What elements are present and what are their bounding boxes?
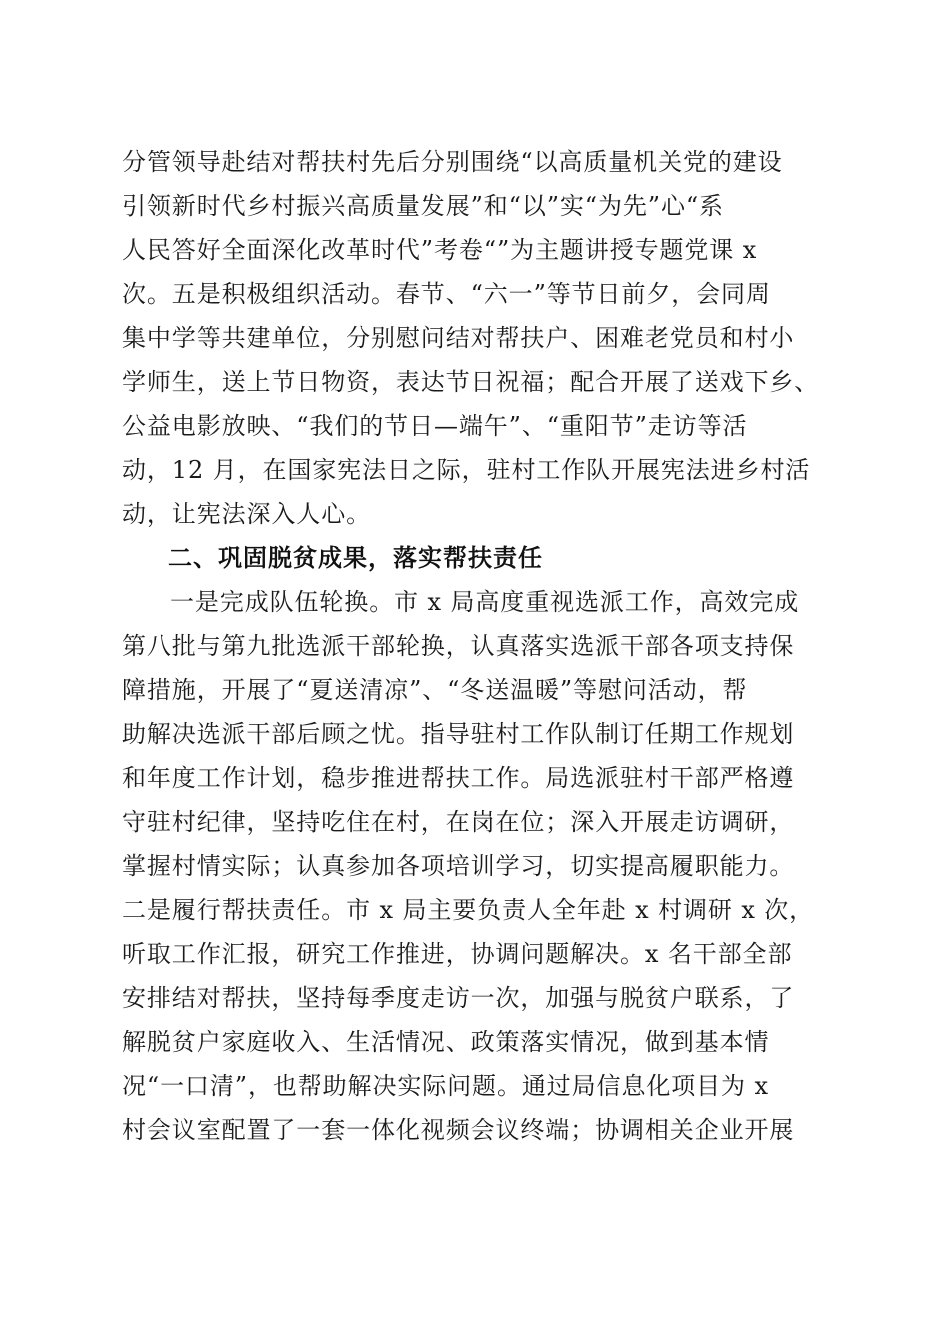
- paragraph-2-line-3: 障措施，开展了“夏送清凉”、“冬送温暖”等慰问活动，帮: [122, 676, 748, 704]
- paragraph-2-line-12: 况“一口清”，也帮助解决实际问题。通过局信息化项目为 x: [122, 1072, 769, 1100]
- paragraph-2-line-9: 听取工作汇报，研究工作推进，协调问题解决。x 名干部全部: [122, 940, 793, 968]
- paragraph-2-line-10: 安排结对帮扶，坚持每季度走访一次，加强与脱贫户联系，了: [122, 984, 795, 1012]
- paragraph-2-line-4: 助解决选派干部后顾之忧。指导驻村工作队制订任期工作规划: [122, 720, 795, 748]
- paragraph-1-line-5: 集中学等共建单位，分别慰问结对帮扶户、困难老党员和村小: [122, 324, 795, 352]
- paragraph-1-line-8: 动，12 月，在国家宪法日之际，驻村工作队开展宪法进乡村活: [122, 456, 811, 484]
- paragraph-1-line-3: 人民答好全面深化改革时代”考卷“”为主题讲授专题党课 x: [122, 236, 758, 264]
- paragraph-2-line-2: 第八批与第九批选派干部轮换，认真落实选派干部各项支持保: [122, 632, 795, 660]
- paragraph-2-line-5: 和年度工作计划，稳步推进帮扶工作。局选派驻村干部严格遵: [122, 764, 795, 792]
- paragraph-1-line-1: 分管领导赴结对帮扶村先后分别围绕“以高质量机关党的建设: [122, 148, 783, 176]
- paragraph-2-line-1: 一是完成队伍轮换。市 x 局高度重视选派工作，高效完成: [170, 588, 800, 616]
- paragraph-1-line-4: 次。五是积极组织活动。春节、“六一”等节日前夕，会同周: [122, 280, 771, 308]
- paragraph-1-line-6: 学师生，送上节日物资，表达节日祝福；配合开展了送戏下乡、: [122, 368, 820, 396]
- paragraph-2-line-8: 二是履行帮扶责任。市 x 局主要负责人全年赴 x 村调研 x 次，: [122, 896, 815, 924]
- section-heading: 二、巩固脱贫成果，落实帮扶责任: [168, 544, 543, 572]
- paragraph-2-line-13: 村会议室配置了一套一体化视频会议终端；协调相关企业开展: [122, 1116, 795, 1144]
- paragraph-1-line-9: 动，让宪法深入人心。: [122, 500, 371, 528]
- paragraph-2-line-7: 掌握村情实际；认真参加各项培训学习，切实提高履职能力。: [122, 852, 795, 880]
- paragraph-1-line-7: 公益电影放映、“我们的节日—端午”、“重阳节”走访等活: [122, 412, 748, 440]
- paragraph-2-line-6: 守驻村纪律，坚持吃住在村，在岗在位；深入开展走访调研，: [122, 808, 795, 836]
- paragraph-1-line-2: 引领新时代乡村振兴高质量发展”和“以”实“为先”心“系: [122, 192, 724, 220]
- paragraph-2-line-11: 解脱贫户家庭收入、生活情况、政策落实情况，做到基本情: [122, 1028, 770, 1056]
